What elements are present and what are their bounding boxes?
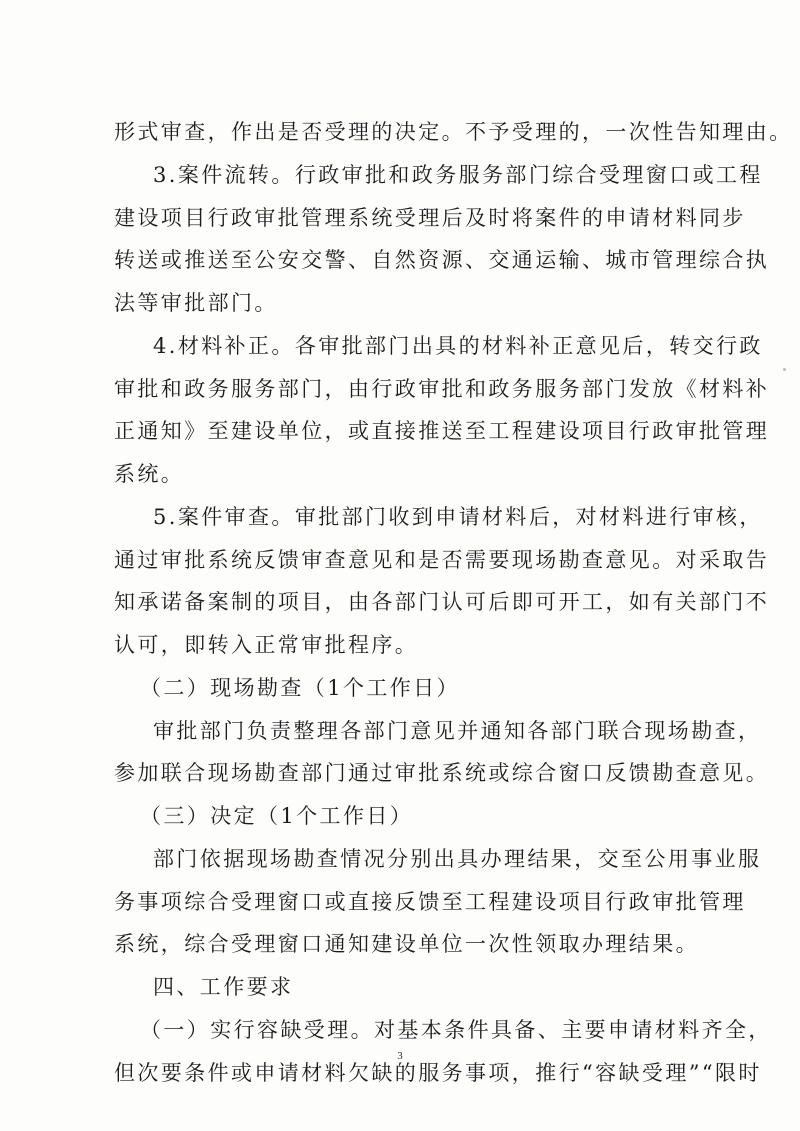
- body-text-line: 审批部门负责整理各部门意见并通知各部门联合现场勘查，: [153, 719, 762, 743]
- body-text-line: 转送或推送至公安交警、自然资源、交通运输、城市管理综合执: [114, 248, 770, 272]
- body-text-line: 3.案件流转。行政审批和政务服务部门综合受理窗口或工程: [153, 163, 763, 187]
- body-text-line: 法等审批部门。: [114, 291, 278, 315]
- section-subheading: （二）现场勘查（1个工作日）: [140, 676, 460, 700]
- body-text-line: 审批和政务服务部门，由行政审批和政务服务部门发放《材料补: [114, 377, 770, 401]
- body-text-line: 知承诺备案制的项目，由各部门认可后即可开工，如有关部门不: [114, 590, 770, 614]
- body-text-line: 但次要条件或申请材料欠缺的服务事项，推行“容缺受理”“限时: [114, 1061, 762, 1085]
- body-text-line: 参加联合现场勘查部门通过审批系统或综合窗口反馈勘查意见。: [114, 761, 770, 785]
- body-text-line: 务事项综合受理窗口或直接反馈至工程建设项目行政审批管理: [114, 890, 746, 914]
- body-text-line: （一）实行容缺受理。对基本条件具备、主要申请材料齐全，: [140, 1018, 772, 1042]
- body-text-line: 5.案件审查。审批部门收到申请材料后，对材料进行审核，: [153, 505, 763, 529]
- body-text-line: 建设项目行政审批管理系统受理后及时将案件的申请材料同步: [114, 206, 746, 230]
- body-text-line: 认可，即转入正常审批程序。: [114, 633, 419, 657]
- body-text-line: 正通知》至建设单位，或直接推送至工程建设项目行政审批管理: [114, 419, 770, 443]
- scan-speck: [783, 368, 786, 371]
- body-text-line: 形式审查，作出是否受理的决定。不予受理的，一次性告知理由。: [114, 120, 793, 144]
- body-text-line: 4.材料补正。各审批部门出具的材料补正意见后，转交行政: [153, 334, 763, 358]
- body-text-line: 系统。: [114, 462, 185, 486]
- page-number: 3: [397, 1050, 403, 1062]
- section-heading: 四、工作要求: [153, 975, 294, 999]
- body-text-line: 部门依据现场勘查情况分别出具办理结果，交至公用事业服: [153, 847, 762, 871]
- section-subheading: （三）决定（1个工作日）: [140, 804, 414, 828]
- body-text-line: 系统，综合受理窗口通知建设单位一次性领取办理结果。: [114, 932, 699, 956]
- body-text-line: 通过审批系统反馈审查意见和是否需要现场勘查意见。对采取告: [114, 548, 770, 572]
